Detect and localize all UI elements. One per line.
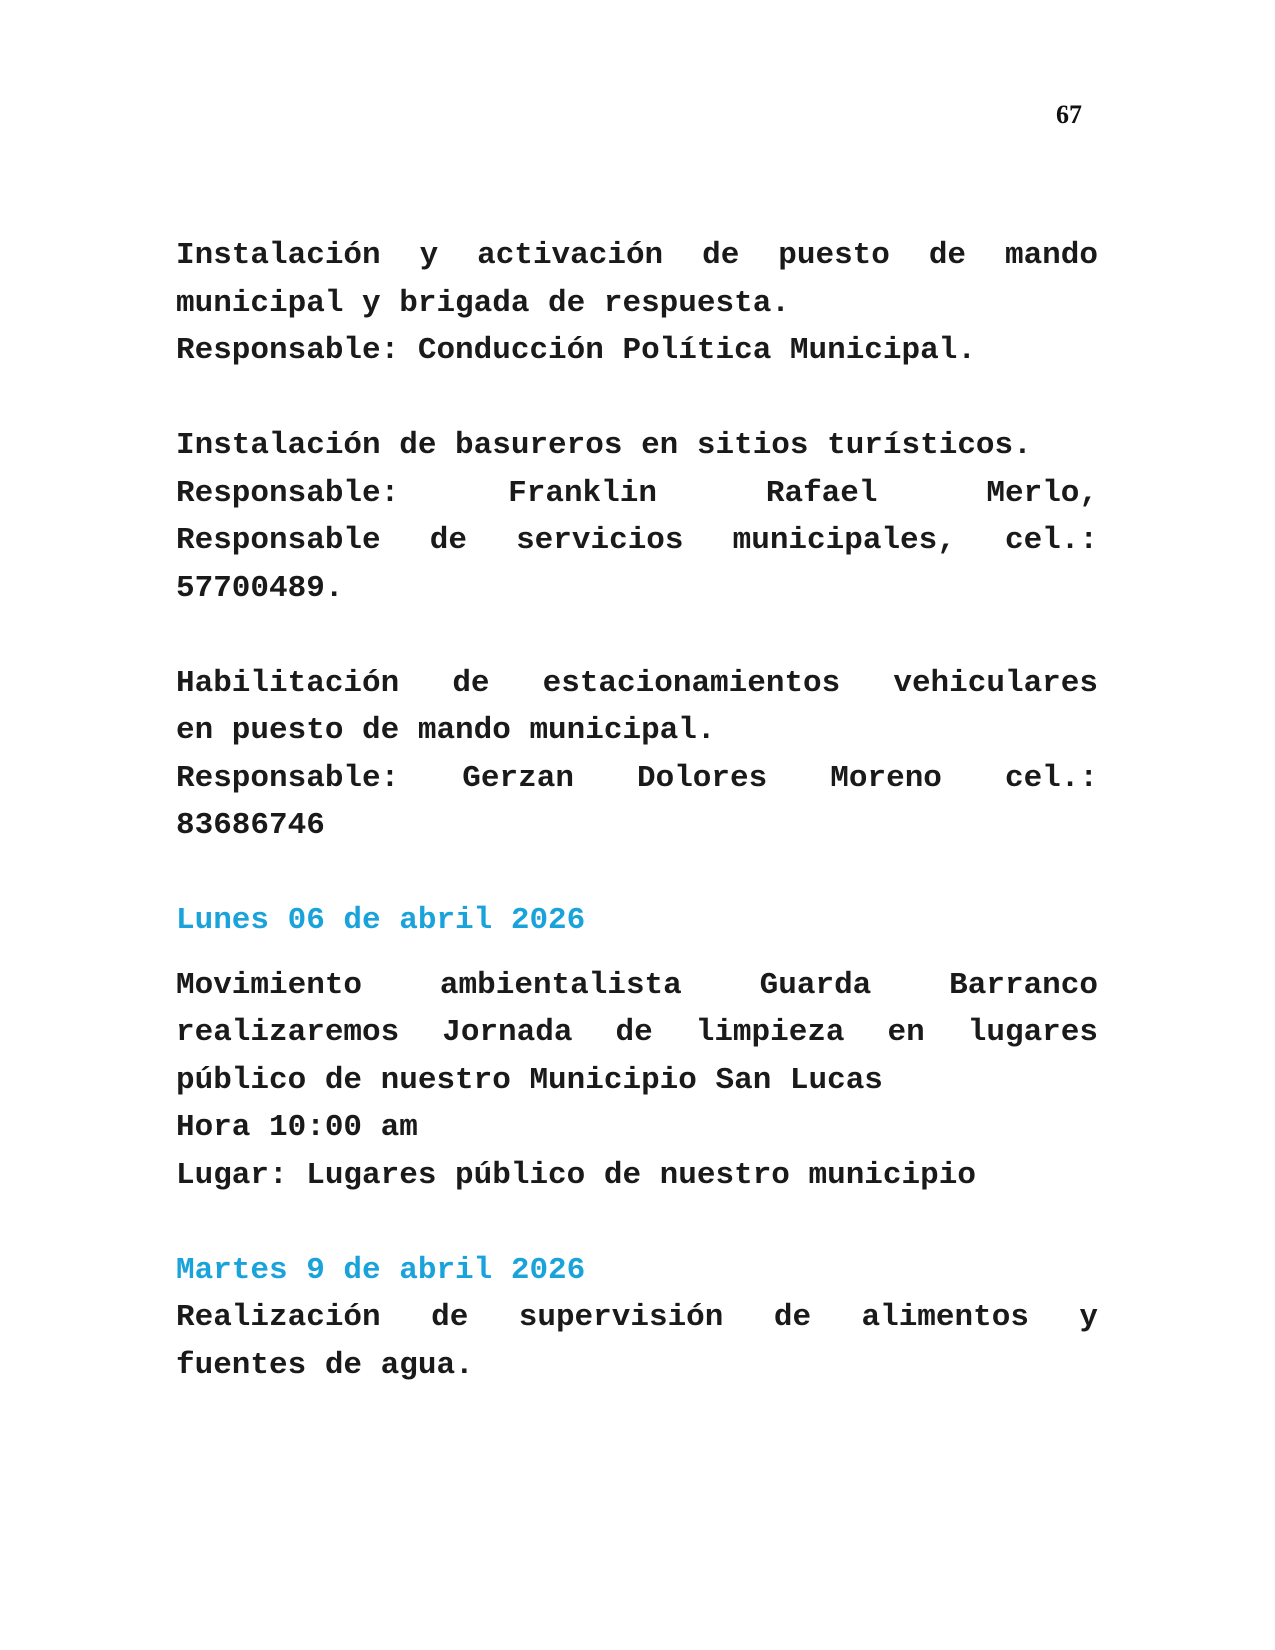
paragraph-line: Responsable: Conducción Política Municipal. — [176, 333, 976, 368]
section-monday — [176, 897, 1098, 1199]
paragraph-line: Hora 10:00 am — [176, 1110, 418, 1145]
paragraph-command-post — [176, 232, 1098, 375]
date-heading: Lunes 06 de abril 2026 — [176, 903, 586, 938]
paragraph-line: Realización de supervisión de alimentos y — [176, 1300, 1098, 1335]
date-heading: Martes 9 de abril 2026 — [176, 1252, 586, 1288]
paragraph-line: 57700489. — [176, 570, 344, 606]
paragraph-trash-bins — [176, 422, 1098, 612]
paragraph-line: Responsable: Franklin Rafael Merlo, — [176, 475, 1098, 511]
spacer — [176, 1199, 1098, 1247]
paragraph-line: Instalación y activación de puesto de mando — [176, 238, 1098, 273]
paragraph-line: Responsable de servicios municipales, cel.: — [176, 523, 1098, 558]
paragraph-line: Responsable: Gerzan Dolores Moreno cel.: — [176, 760, 1098, 796]
paragraph-line: público de nuestro Municipio San Lucas — [176, 1062, 883, 1098]
paragraph-line: fuentes de agua. — [176, 1347, 474, 1383]
paragraph-line: Movimiento ambientalista Guarda Barranco — [176, 967, 1098, 1003]
spacer — [176, 612, 1098, 660]
page-number: 67 — [1056, 100, 1082, 129]
paragraph-line: municipal y brigada de respuesta. — [176, 285, 790, 321]
paragraph-line: realizaremos Jornada de limpieza en lugares — [176, 1015, 1098, 1050]
document-body — [176, 232, 1098, 1389]
spacer — [176, 375, 1098, 423]
paragraph-parking — [176, 660, 1098, 850]
spacer — [176, 945, 1098, 962]
paragraph-line: Lugar: Lugares público de nuestro municipio — [176, 1157, 976, 1193]
paragraph-line: 83686746 — [176, 808, 325, 843]
spacer — [176, 850, 1098, 898]
section-tuesday — [176, 1247, 1098, 1390]
paragraph-line: en puesto de mando municipal. — [176, 713, 716, 748]
paragraph-line: Instalación de basureros en sitios turísticos. — [176, 428, 1032, 463]
paragraph-line: Habilitación de estacionamientos vehiculares — [176, 665, 1098, 701]
